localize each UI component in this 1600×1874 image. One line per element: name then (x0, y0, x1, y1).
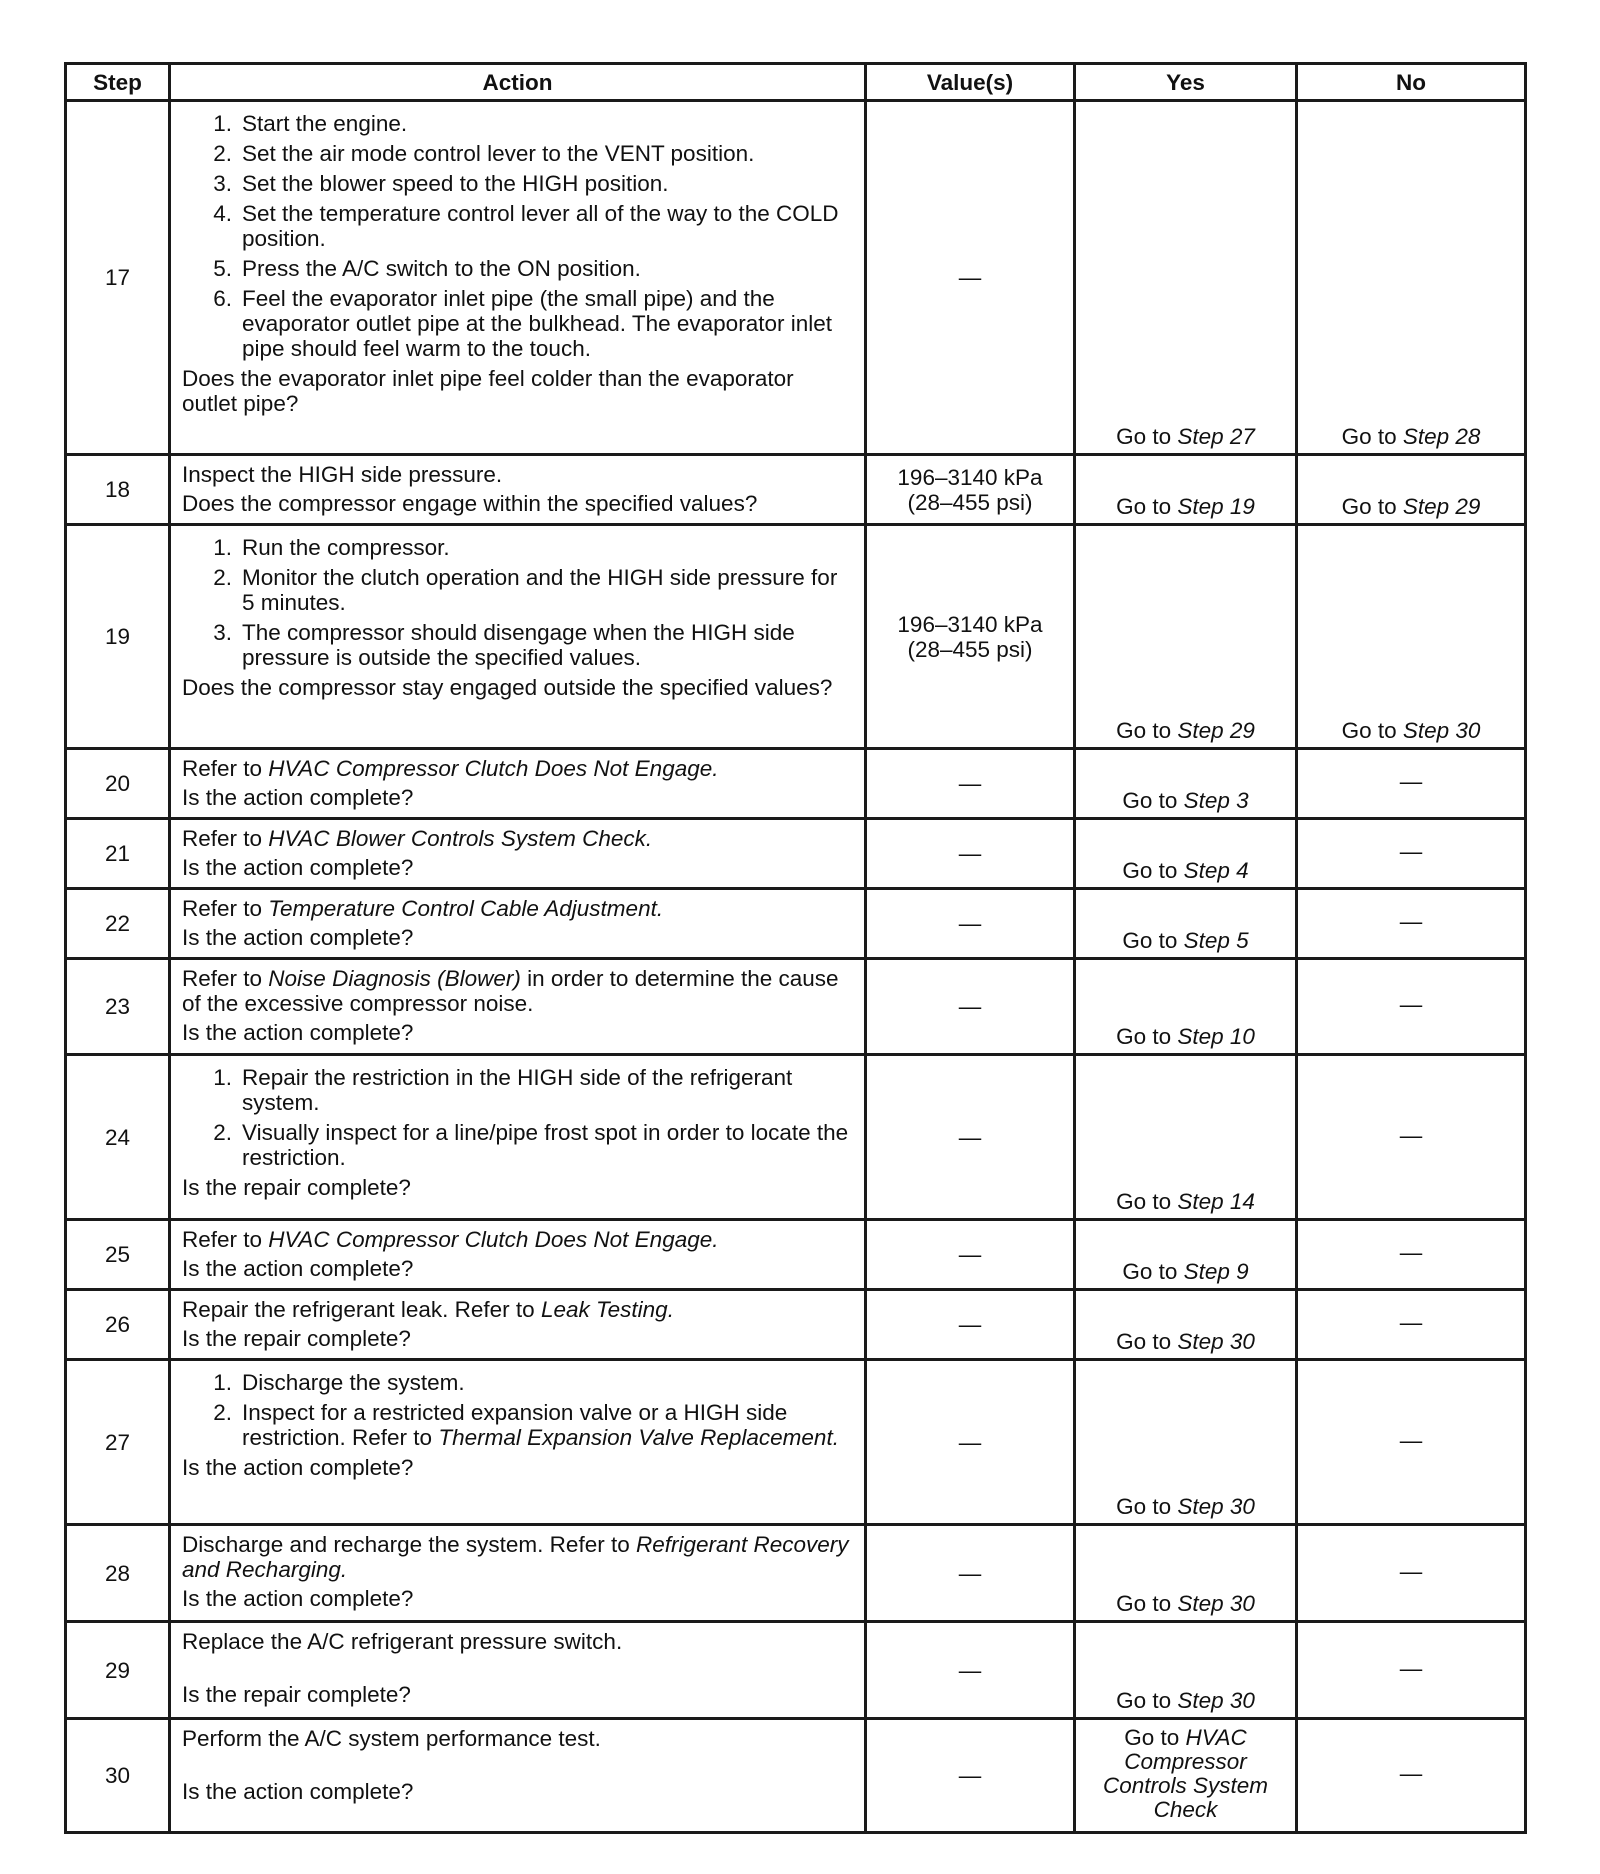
dash: — (958, 265, 982, 290)
dash: — (958, 1242, 982, 1267)
value-cell: 196–3140 kPa (28–455 psi) (866, 455, 1075, 525)
question-text: Is the repair complete? (182, 1682, 411, 1707)
step-ref: Step 10 (1177, 1024, 1255, 1049)
question-text: Does the evaporator inlet pipe feel colder than the evaporator outlet pipe? (182, 366, 794, 416)
header-row (66, 64, 1526, 101)
table-row (66, 1719, 1526, 1833)
diagnostic-table (64, 62, 1527, 1834)
no-cell (1297, 889, 1526, 959)
value-cell (866, 819, 1075, 889)
table-row (66, 101, 1526, 455)
list-item: 1. Run the compressor. (213, 535, 450, 560)
question-text: Is the repair complete? (182, 1326, 411, 1351)
table-row (66, 1290, 1526, 1360)
no-cell (1297, 749, 1526, 819)
step-ref: Step 14 (1177, 1189, 1255, 1214)
dash: — (958, 1657, 982, 1683)
list-item: 1. Repair the restriction in the HIGH side of the refrigerant system. (213, 1065, 793, 1115)
list-item: 2. Visually inspect for a line/pipe frost spot in order to locate the restriction. (213, 1120, 849, 1170)
step-number: 24 (66, 1055, 170, 1220)
question-text: Is the action complete? (182, 1455, 414, 1480)
step-number: 26 (66, 1290, 170, 1360)
action-cell: Discharge and recharge the system. Refer to Refrigerant Recovery and Recharging. Is the action complete? (170, 1525, 866, 1622)
dash: — (1399, 992, 1423, 1017)
action-cell: Replace the A/C refrigerant pressure switch. Is the repair complete? (170, 1622, 866, 1719)
no-cell: Go to Step 30 (1297, 525, 1526, 749)
action-cell (170, 525, 866, 749)
step-ref: HVAC Compressor Controls System Check (1102, 1724, 1269, 1822)
yes-cell: Go to Step 27 (1075, 101, 1297, 455)
reference-link-text: Temperature Control Cable Adjustment. (268, 896, 664, 921)
step-number: 19 (66, 525, 170, 749)
action-cell: Refer to Noise Diagnosis (Blower) in order to determine the cause of the excessive compressor noise. Is the action complete? (170, 959, 866, 1055)
table-row (66, 959, 1526, 1055)
yes-cell: Go to Step 3 (1075, 749, 1297, 819)
value-cell (866, 1055, 1075, 1220)
yes-cell: Go to Step 29 (1075, 525, 1297, 749)
step-ref: Step 4 (1183, 858, 1249, 883)
step-ref: Step 30 (1177, 1494, 1255, 1519)
dash: — (958, 1560, 982, 1586)
step-ref: Step 27 (1177, 424, 1255, 449)
step-ref: Step 30 (1177, 1688, 1255, 1713)
table-row (66, 455, 1526, 525)
dash: — (1399, 1655, 1423, 1681)
yes-cell: Go to Step 5 (1075, 889, 1297, 959)
step-ref: Step 5 (1183, 928, 1249, 953)
dash: — (958, 1124, 982, 1150)
action-cell: Refer to HVAC Compressor Clutch Does Not Engage. Is the action complete? (170, 749, 866, 819)
no-cell (1297, 1719, 1526, 1833)
no-cell (1297, 959, 1526, 1055)
value-cell (866, 1719, 1075, 1833)
table-row (66, 1360, 1526, 1525)
action-cell: Refer to HVAC Blower Controls System Check. Is the action complete? (170, 819, 866, 889)
no-cell: Go to Step 29 (1297, 455, 1526, 525)
yes-cell: Go to Step 4 (1075, 819, 1297, 889)
dash: — (1399, 1558, 1423, 1584)
list-item: 1. Start the engine. (213, 111, 408, 136)
value-cell (866, 1220, 1075, 1290)
dash: — (1399, 839, 1423, 864)
list-item: 3. Set the blower speed to the HIGH position. (213, 171, 669, 196)
table-row (66, 819, 1526, 889)
table-row (66, 1220, 1526, 1290)
value-cell (866, 749, 1075, 819)
no-cell (1297, 1360, 1526, 1525)
step-ref: Step 28 (1402, 424, 1481, 449)
step-number: 23 (66, 959, 170, 1055)
yes-cell: Go to Step 30 (1075, 1525, 1297, 1622)
step-number: 27 (66, 1360, 170, 1525)
action-cell: Refer to Temperature Control Cable Adjustment. Is the action complete? (170, 889, 866, 959)
step-number: 29 (66, 1622, 170, 1719)
no-cell (1297, 1055, 1526, 1220)
value-cell (866, 1360, 1075, 1525)
no-cell (1297, 1220, 1526, 1290)
table-row (66, 749, 1526, 819)
value-cell (866, 1525, 1075, 1622)
question-text: Is the action complete? (182, 1020, 414, 1045)
list-item: 2. Monitor the clutch operation and the HIGH side pressure for 5 minutes. (213, 565, 838, 615)
question-text: Is the action complete? (182, 1779, 414, 1804)
step-ref: Step 29 (1177, 718, 1255, 743)
table-row (66, 1525, 1526, 1622)
list-item: 2. Inspect for a restricted expansion valve or a HIGH side restriction. Refer to Thermal Expansion Valve Replacement. (213, 1400, 839, 1450)
table-row (66, 1622, 1526, 1719)
dash: — (1399, 1122, 1423, 1148)
step-number: 20 (66, 749, 170, 819)
step-ref: Step 29 (1402, 494, 1481, 519)
question-text: Is the repair complete? (182, 1175, 411, 1200)
reference-link-text: Leak Testing. (540, 1297, 674, 1322)
value-cell: 196–3140 kPa (28–455 psi) (866, 525, 1075, 749)
list-item: 3. The compressor should disengage when the HIGH side pressure is outside the specified values. (213, 620, 795, 670)
table-row (66, 889, 1526, 959)
no-cell (1297, 1290, 1526, 1360)
dash: — (1399, 1310, 1423, 1335)
list-item: 4. Set the temperature control lever all of the way to the COLD position. (213, 201, 839, 251)
reference-link-text: HVAC Compressor Clutch Does Not Engage. (268, 756, 719, 781)
dash: — (958, 1312, 982, 1337)
step-number: 21 (66, 819, 170, 889)
value-cell (866, 889, 1075, 959)
action-cell: Refer to HVAC Compressor Clutch Does Not Engage. Is the action complete? (170, 1220, 866, 1290)
step-number: 25 (66, 1220, 170, 1290)
dash: — (1399, 1761, 1423, 1786)
reference-link-text: HVAC Blower Controls System Check. (268, 826, 653, 851)
yes-cell: Go to Step 10 (1075, 959, 1297, 1055)
step-ref: Step 3 (1183, 788, 1249, 813)
yes-cell: Go to HVAC Compressor Controls System Check (1075, 1719, 1297, 1833)
header-action: Action (170, 64, 866, 101)
dash: — (1399, 1427, 1423, 1453)
dash: — (958, 771, 982, 796)
question-text: Is the action complete? (182, 1586, 414, 1611)
dash: — (958, 1763, 982, 1788)
list-item: 5. Press the A/C switch to the ON position. (213, 256, 641, 281)
value-cell (866, 959, 1075, 1055)
reference-link-text: Thermal Expansion Valve Replacement. (438, 1425, 839, 1450)
list-item: 1. Discharge the system. (213, 1370, 465, 1395)
question-text: Is the action complete? (182, 925, 414, 950)
reference-link-text: Refrigerant Recovery and Recharging. (182, 1532, 849, 1582)
reference-link-text: HVAC Compressor Clutch Does Not Engage. (268, 1227, 719, 1252)
action-cell: Perform the A/C system performance test. Is the action complete? (170, 1719, 866, 1833)
action-cell (170, 1055, 866, 1220)
step-ref: Step 30 (1177, 1591, 1255, 1616)
step-number: 30 (66, 1719, 170, 1833)
action-cell (170, 1360, 866, 1525)
reference-link-text: Noise Diagnosis (Blower) (268, 966, 521, 991)
dash: — (1399, 909, 1423, 934)
value-cell (866, 101, 1075, 455)
dash: — (1399, 1240, 1423, 1265)
step-number: 18 (66, 455, 170, 525)
header-no: No (1297, 64, 1526, 101)
yes-cell: Go to Step 19 (1075, 455, 1297, 525)
no-cell (1297, 1525, 1526, 1622)
action-cell: Repair the refrigerant leak. Refer to Leak Testing. Is the repair complete? (170, 1290, 866, 1360)
question-text: Is the action complete? (182, 1256, 414, 1281)
dash: — (958, 1429, 982, 1455)
no-cell: Go to Step 28 (1297, 101, 1526, 455)
step-ref: Step 30 (1402, 718, 1481, 743)
yes-cell: Go to Step 9 (1075, 1220, 1297, 1290)
question-text: Is the action complete? (182, 785, 414, 810)
action-cell (170, 101, 866, 455)
dash: — (1399, 769, 1423, 794)
step-number: 28 (66, 1525, 170, 1622)
yes-cell: Go to Step 30 (1075, 1360, 1297, 1525)
no-cell (1297, 1622, 1526, 1719)
step-ref: Step 19 (1177, 494, 1255, 519)
list-item: 2. Set the air mode control lever to the VENT position. (213, 141, 755, 166)
step-number: 17 (66, 101, 170, 455)
value-cell (866, 1290, 1075, 1360)
dash: — (958, 911, 982, 936)
step-number: 22 (66, 889, 170, 959)
header-values: Value(s) (866, 64, 1075, 101)
question-text: Does the compressor stay engaged outside the specified values? (182, 675, 833, 700)
table-row (66, 1055, 1526, 1220)
value-cell (866, 1622, 1075, 1719)
action-cell: Inspect the HIGH side pressure. Does the compressor engage within the specified values? (170, 455, 866, 525)
question-text: Does the compressor engage within the specified values? (182, 491, 758, 516)
no-cell (1297, 819, 1526, 889)
dash: — (958, 841, 982, 866)
header-step: Step (66, 64, 170, 101)
list-item: 6. Feel the evaporator inlet pipe (the small pipe) and the evaporator outlet pipe at the bulkhead. The evaporator inlet pipe should feel warm to the touch. (213, 286, 832, 361)
header-yes: Yes (1075, 64, 1297, 101)
question-text: Is the action complete? (182, 855, 414, 880)
yes-cell: Go to Step 30 (1075, 1290, 1297, 1360)
table-row (66, 525, 1526, 749)
dash: — (958, 994, 982, 1019)
step-ref: Step 30 (1177, 1329, 1255, 1354)
yes-cell: Go to Step 14 (1075, 1055, 1297, 1220)
diagnostic-table-sheet (64, 62, 1524, 1834)
step-ref: Step 9 (1183, 1259, 1249, 1284)
yes-cell: Go to Step 30 (1075, 1622, 1297, 1719)
